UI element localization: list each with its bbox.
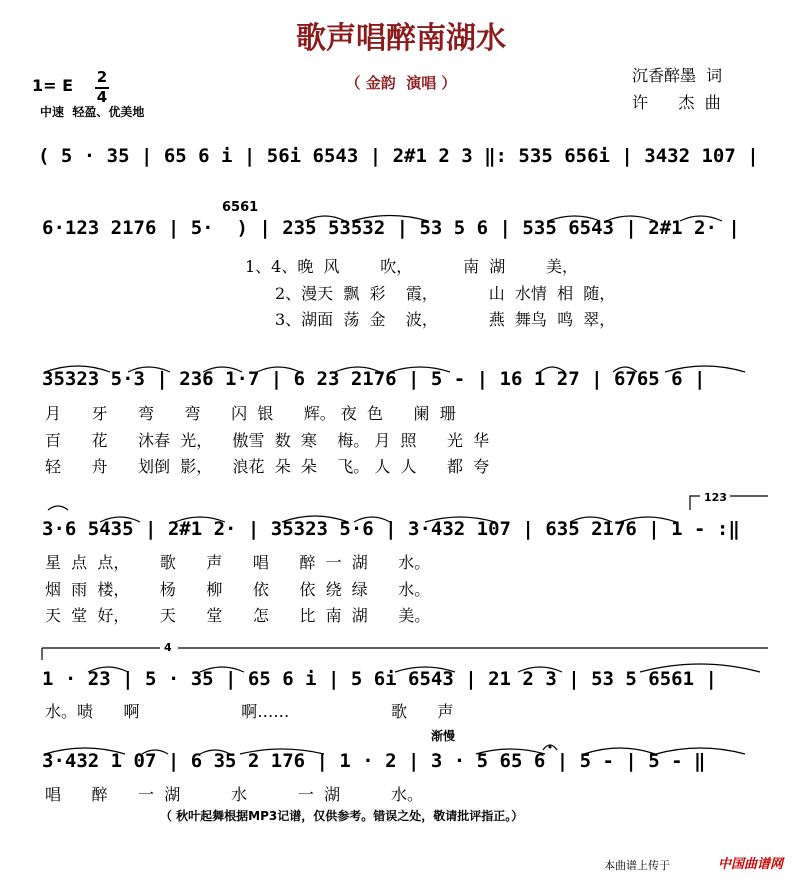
slur xyxy=(305,216,345,221)
slur xyxy=(425,517,495,522)
lyric-row-3-verse-2: 百 花 沐春 光， 傲雪 数 寒 梅。 月 照 光 华 xyxy=(45,431,490,450)
transcriber-note: （ 秋叶起舞根据MP3记谱，仅供参考。错误之处，敬请批评指正。） xyxy=(160,809,524,823)
ritardando-marking: 渐慢 xyxy=(431,729,456,743)
slur xyxy=(45,748,125,754)
slur xyxy=(240,749,324,754)
slur xyxy=(540,367,565,372)
lyric-row-5: 水。啧 啊 啊…… 歌 声 xyxy=(45,702,454,721)
slur xyxy=(335,367,380,372)
lyric-row-4-verse-1: 星 点 点， 歌 声 唱 醉 一 湖 水。 xyxy=(45,553,431,572)
notation-row-4: 3·6 5435 | 2#1 2· | 35323 5·6 | 3·432 107 | 635 2176 | 1 - :‖ xyxy=(42,518,740,540)
slur xyxy=(584,748,655,754)
fermata-dot xyxy=(549,746,552,749)
slur xyxy=(640,664,760,672)
slur xyxy=(395,667,455,672)
slur xyxy=(570,517,612,522)
lyric-row-6: 唱 醉 一 湖 水 一 湖 水。 xyxy=(45,785,423,804)
slur xyxy=(613,367,637,372)
slur xyxy=(620,517,676,522)
lyric-row-4-verse-3: 天 堂 好， 天 堂 怎 比 南 湖 美。 xyxy=(45,606,431,625)
slur xyxy=(390,367,450,372)
slur xyxy=(200,750,230,754)
lyric-verse-3: 3、湖面 荡 金 波， 燕 舞鸟 鸣 翠， xyxy=(275,310,616,329)
slur xyxy=(88,667,128,672)
lyric-verse-2: 2、漫天 飘 彩 霞， 山 水情 相 随， xyxy=(275,284,616,303)
slur xyxy=(282,516,348,522)
lyric-row-4-verse-2: 烟 雨 楼， 杨 柳 依 依 绕 绿 水。 xyxy=(45,580,431,599)
slur xyxy=(128,367,170,372)
slur xyxy=(352,216,428,222)
time-sig-bottom: 4 xyxy=(96,88,108,106)
slur xyxy=(200,667,244,672)
slur xyxy=(354,517,390,522)
tempo-marking: 中速 轻盈、优美地 xyxy=(40,105,145,119)
slur xyxy=(203,367,242,372)
notation-row-2: 6·123 2176 | 5· ) | 235 53532 | 53 5 6 | 535 6543 | 2#1 2· | xyxy=(42,217,740,239)
time-sig-top: 2 xyxy=(96,68,108,86)
volta-bracket xyxy=(690,496,768,510)
volta-1-label: 123 xyxy=(704,491,727,504)
lyric-verse-1: 1、4、晚 风 吹， 南 湖 美， xyxy=(245,257,578,276)
slur xyxy=(45,366,110,372)
lyricist: 沉香醉墨 词 xyxy=(632,66,723,85)
slur xyxy=(142,750,168,754)
slur xyxy=(680,216,722,221)
slur xyxy=(606,216,655,221)
notation-row-3: 35323 5·3 | 236 1·7 | 6 23 2176 | 5 - | 16 1 27 | 6765 6 | xyxy=(42,368,706,390)
slur xyxy=(665,366,745,372)
slur xyxy=(548,216,600,221)
singer-line: （ 金韵 演唱 ） xyxy=(345,74,457,92)
grace-notes: 6561 xyxy=(222,200,259,215)
site-logo[interactable]: 中国曲谱网 xyxy=(718,857,784,872)
slur xyxy=(476,749,545,754)
slur xyxy=(518,667,562,672)
slur xyxy=(48,506,68,510)
slur xyxy=(100,517,140,522)
composer: 许 杰 曲 xyxy=(632,93,721,112)
notation-row-6: 3·432 1 07 | 6 35 2 176 | 1 · 2 | 3 · 5 65 6 | 5 - | 5 - ‖ xyxy=(42,750,706,772)
slur xyxy=(257,367,300,372)
song-title: 歌声唱醉南湖水 xyxy=(296,21,506,56)
volta-2-label: 4 xyxy=(164,641,172,654)
notation-row-1: ( 5 · 35 | 65 6 i | 56i 6543 | 2#1 2 3 ‖: 535 656i | 3432 107 | xyxy=(38,145,759,167)
slur xyxy=(175,517,225,522)
lyric-row-3-verse-1: 月 牙 弯 弯 闪 银 辉。 夜 色 阑 珊 xyxy=(45,404,456,423)
slur xyxy=(656,748,745,754)
lyric-row-3-verse-3: 轻 舟 划倒 影， 浪花 朵 朵 飞。 人 人 都 夸 xyxy=(45,457,490,476)
upload-note: 本曲谱上传于 xyxy=(604,859,670,872)
key-signature: 1= E xyxy=(32,76,74,95)
notation-row-5: 1 · 23 | 5 · 35 | 65 6 i | 5 6i 6543 | 21 2 3 | 53 5 6561 | xyxy=(42,668,717,690)
